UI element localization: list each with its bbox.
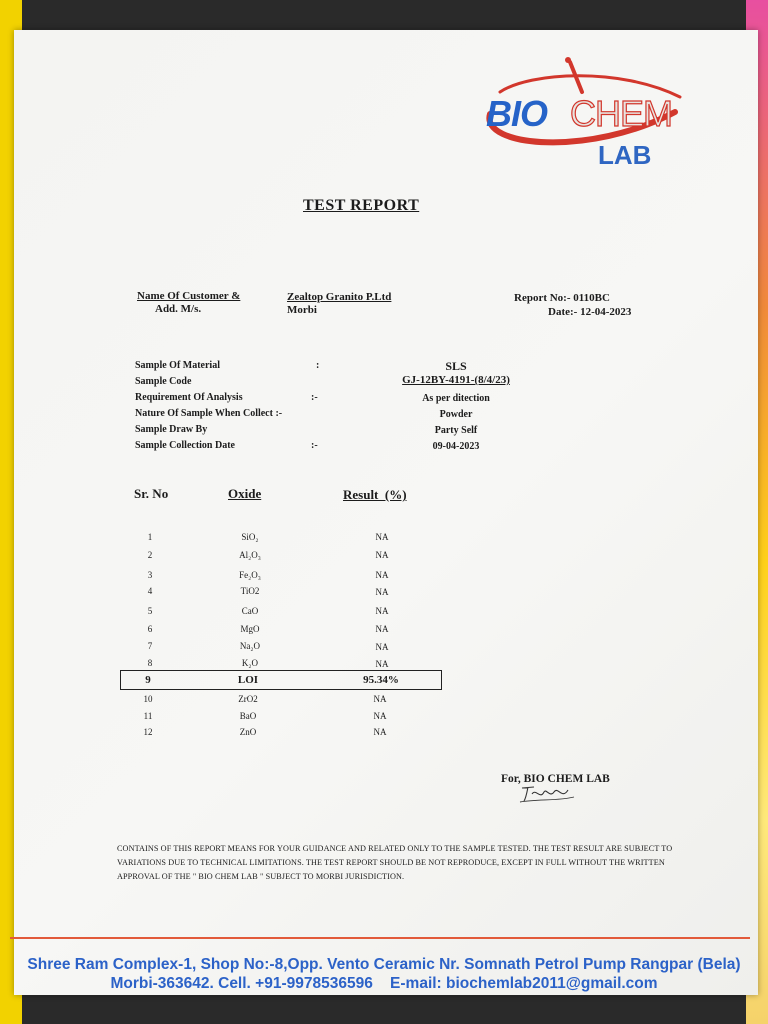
customer-name: Zealtop Granito P.Ltd [287,291,392,303]
sample-label: Sample Collection Date [135,440,235,451]
logo-lab-text: LAB [598,140,652,170]
row-result: NA [373,694,387,704]
row-oxide: BaO [239,711,257,721]
row-sr: 1 [147,532,153,542]
handwritten-signature-icon [518,782,578,804]
row-oxide: ZnO [239,727,257,737]
header-result: Result (%) [343,487,407,502]
sample-label: Sample Code [135,376,192,387]
row-sr: 8 [147,658,153,668]
row-result: NA [375,570,389,580]
row-oxide: TiO2 [240,586,260,596]
report-number: Report No:- 0110BC [514,292,610,304]
row-oxide: LOI [237,674,259,686]
footer-divider [10,937,750,939]
row-sr: 11 [143,711,153,721]
footer-contact: Morbi-363642. Cell. +91-9978536596 E-mail: biochemlab2011@gmail.com [110,975,658,992]
row-result: NA [373,727,387,737]
row-result: NA [375,532,389,542]
sample-separator: :- [311,392,318,403]
sample-value: SLS [445,359,467,373]
sample-value: As per ditection [422,393,490,404]
page-title: TEST REPORT [303,197,420,214]
disclaimer-text: CONTAINS OF THIS REPORT MEANS FOR YOUR GUIDANCE AND RELATED ONLY TO THE SAMPLE TESTED. THE TEST RESULT ARE SUBJECT TO VARIATIONS DUE TO TECHNICAL LIMITATIONS. THE TEST REPORT SHOULD BE NOT REPRODUCE, EXCEPT IN FULL WITHOUT THE WRITTEN APPROVAL OF THE " BIO CHEM LAB " SUBJECT TO MORBI JURISDICTION. [117,844,673,881]
row-result: NA [375,587,389,597]
row-sr: 5 [147,606,153,616]
signature-for-label: For, BIO CHEM LAB [501,773,610,785]
sample-label: Requirement Of Analysis [135,392,243,403]
row-oxide: MgO [240,624,260,634]
sample-separator: : [316,360,320,371]
sample-value: Party Self [434,425,478,436]
sample-value: 09-04-2023 [432,441,480,452]
row-oxide: K₂O [241,658,259,668]
logo-chem-text: CHEM [570,93,672,134]
row-result: NA [375,606,389,616]
bio-chem-lab-logo [470,52,700,182]
row-sr: 6 [147,624,153,634]
logo-bio-text: BIO [486,93,548,134]
row-sr: 2 [147,550,153,560]
sample-label: Sample Of Material [135,360,220,371]
report-date: Date:- 12-04-2023 [548,306,632,318]
row-sr: 12 [143,727,153,737]
row-result: 95.34% [363,674,399,686]
row-oxide: Na₂O [239,641,261,651]
customer-city: Morbi [287,304,317,316]
sample-value: Powder [439,409,473,420]
sample-label: Sample Draw By [135,424,208,435]
row-sr: 9 [145,674,151,686]
sample-separator: :- [311,440,318,451]
row-oxide: SiO₂ [241,532,259,542]
customer-label-line1: Name Of Customer & [137,290,241,302]
row-oxide: Fe₂O₃ [239,570,261,580]
sample-value: GJ-12BY-4191-(8/4/23) [402,374,510,386]
row-sr: 7 [147,641,153,651]
row-sr: 4 [147,586,153,596]
row-oxide: ZrO2 [238,694,258,704]
row-result: NA [375,642,389,652]
row-result: NA [375,550,389,560]
row-result: NA [373,711,387,721]
sample-label: Nature Of Sample When Collect :- [135,408,283,419]
row-sr: 10 [143,694,153,704]
row-oxide: CaO [241,606,259,616]
customer-label-line2: Add. M/s. [155,303,202,315]
header-oxide: Oxide [228,486,262,501]
footer-address: Shree Ram Complex-1, Shop No:-8,Opp. Vento Ceramic Nr. Somnath Petrol Pump Rangpar (Bela) [27,956,741,973]
header-sr-no: Sr. No [134,486,169,501]
row-sr: 3 [147,570,153,580]
row-result: NA [375,659,389,669]
row-oxide: Al₂O₃ [239,550,261,560]
row-result: NA [375,624,389,634]
